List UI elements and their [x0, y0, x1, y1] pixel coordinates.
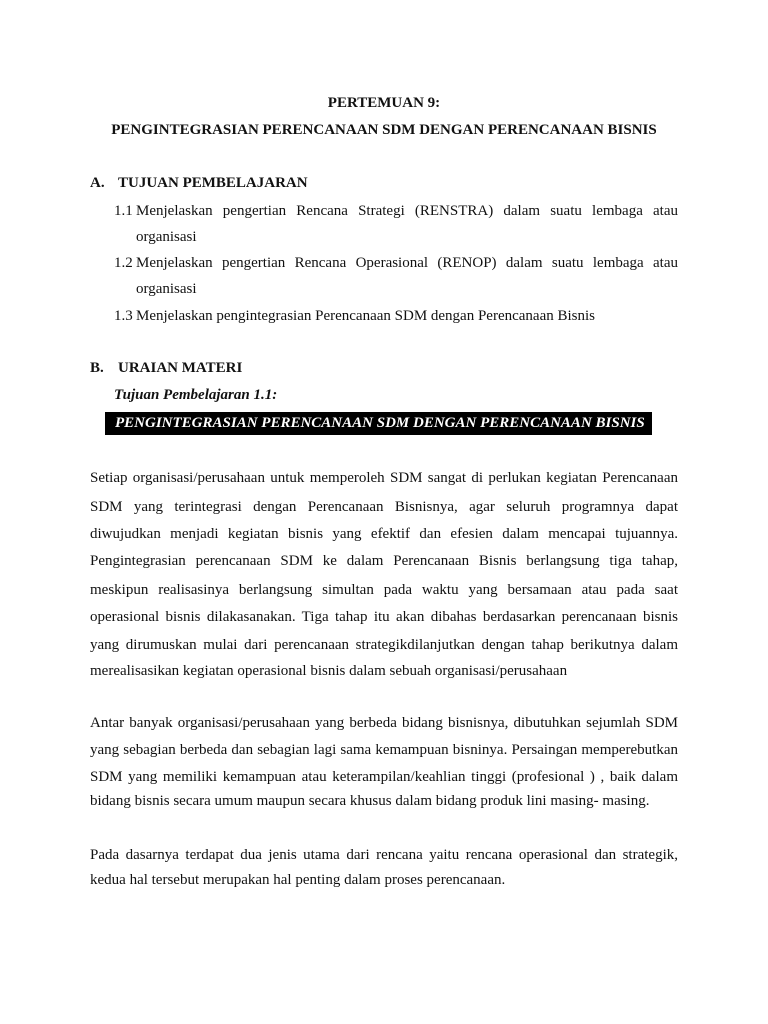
item-text-cont: organisasi [136, 229, 197, 245]
paragraph-line: Setiap organisasi/perusahaan untuk memperoleh SDM sangat di perlukan kegiatan Perencanaan [90, 470, 678, 486]
section-banner: PENGINTEGRASIAN PERENCANAAN SDM DENGAN PERENCANAAN BISNIS [105, 412, 652, 435]
item-number: 1.3 [114, 308, 133, 324]
item-text: Menjelaskan pengertian Rencana Strategi (RENSTRA) dalam suatu lembaga atau [136, 203, 678, 219]
paragraph-line: bidang bisnis secara umum maupun secara khusus dalam bidang produk lini masing- masing. [90, 793, 650, 809]
paragraph-line: SDM yang terintegrasi dengan Perencanaan Bisnisnya, agar seluruh programnya dapat [90, 499, 678, 515]
paragraph-line: merealisasikan kegiatan operasional bisnis dalam sebuah organisasi/perusahaan [90, 663, 568, 679]
item-text-cont: organisasi [136, 281, 197, 297]
section-b-heading: URAIAN MATERI [118, 360, 243, 376]
item-text: Menjelaskan pengintegrasian Perencanaan SDM dengan Perencanaan Bisnis [136, 308, 596, 324]
paragraph-line: meskipun realisasinya berlangsung simultan pada waktu yang bersamaan atau pada saat [90, 582, 678, 598]
item-text: Menjelaskan pengertian Rencana Operasional (RENOP) dalam suatu lembaga atau [136, 255, 678, 271]
section-a-heading: TUJUAN PEMBELAJARAN [118, 175, 308, 191]
paragraph-line: yang sebagian berbeda dan sebagian lagi sama kemampuan bisninya. Persaingan memperebutkan [90, 742, 678, 758]
document-title: PERTEMUAN 9: [327, 95, 441, 111]
paragraph-line: Pada dasarnya terdapat dua jenis utama dari rencana yaitu rencana operasional dan strategik, [90, 847, 678, 863]
paragraph-line: yang dirumuskan mulai dari perencanaan strategikdilanjutkan dengan tahap berikutnya dalam [90, 637, 678, 653]
paragraph-line: Pengintegrasian perencanaan SDM ke dalam Perencanaan Bisnis berlangsung tiga tahap, [90, 553, 678, 569]
paragraph-line: diwujudkan menjadi kegiatan bisnis yang efektif dan efesien dalam mencapai tujuannya. [90, 526, 678, 542]
item-number: 1.2 [114, 255, 133, 271]
paragraph-line: Antar banyak organisasi/perusahaan yang berbeda bidang bisnisnya, dibutuhkan sejumlah SDM [90, 715, 678, 731]
paragraph-line: SDM yang memiliki kemampuan atau keterampilan/keahlian tinggi (profesional ) , baik dalam [90, 769, 678, 785]
document-subtitle: PENGINTEGRASIAN PERENCANAAN SDM DENGAN PERENCANAAN BISNIS [111, 122, 657, 138]
learning-objective-label: Tujuan Pembelajaran 1.1: [114, 387, 278, 403]
paragraph-line: kedua hal tersebut merupakan hal penting dalam proses perencanaan. [90, 872, 506, 888]
paragraph-line: operasional bisnis dilakasanakan. Tiga tahap itu akan dibahas berdasarkan perencanaan bisnis [90, 609, 678, 625]
section-b-label: B. [90, 360, 104, 376]
section-a-label: A. [90, 175, 105, 191]
item-number: 1.1 [114, 203, 133, 219]
